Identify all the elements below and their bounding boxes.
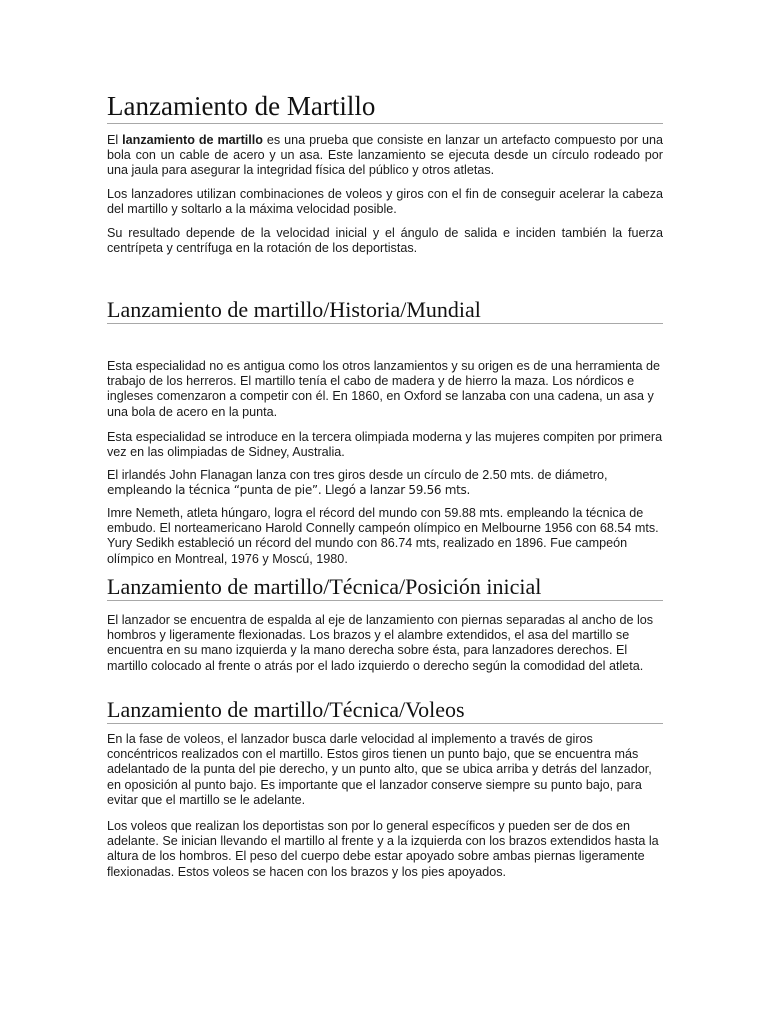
intro-paragraph-1 [107, 133, 663, 179]
section-heading-posicion: Lanzamiento de martillo/Técnica/Posición inicial [107, 574, 663, 601]
historia-paragraph-2: Esta especialidad se introduce en la tercera olimpiada moderna y las mujeres compiten por primera vez en las olimpiadas de Sidney, Australia. [107, 430, 663, 460]
intro-paragraph-2: Los lanzadores utilizan combinaciones de voleos y giros con el fin de conseguir acelerar la cabeza del martillo y soltarlo a la máxima velocidad posible. [107, 187, 663, 217]
section-heading-voleos: Lanzamiento de martillo/Técnica/Voleos [107, 697, 663, 724]
historia-p3-line2: empleando la técnica “punta de pie”. Llegó a lanzar 59.56 mts. [107, 483, 471, 498]
intro-paragraph-3: Su resultado depende de la velocidad inicial y el ángulo de salida e inciden también la fuerza centrípeta y centrífuga en la rotación de los deportistas. [107, 226, 663, 256]
historia-paragraph-4: Imre Nemeth, atleta húngaro, logra el récord del mundo con 59.88 mts. empleando la técnica de embudo. El norteamericano Harold Connelly campeón olímpico en Melbourne 1956 con 68.54 mts. Yury Sedikh estableció un récord del mundo con 86.74 mts, realizado en 1896. Fue campeón olímpico en Montreal, 1976 y Moscú, 1980. [107, 506, 659, 566]
historia-paragraph-1: Esta especialidad no es antigua como los otros lanzamientos y su origen es de una herramienta de trabajo de los herreros. El martillo tenía el cabo de madera y de hierro la maza. Los nórdicos e ingleses comenzaron a competir con él. En 1860, en Oxford se lanzaba con una cadena, un asa y una bola de acero en la punta. [107, 359, 661, 419]
intro-bold-term: lanzamiento de martillo [122, 133, 263, 147]
historia-paragraph-3 [107, 468, 663, 498]
voleos-paragraph-1: En la fase de voleos, el lanzador busca darle velocidad al implemento a través de giros concéntricos realizados con el martillo. Estos giros tienen un punto bajo, que se encuentra más adelantado de la punta del pie derecho, y un punto alto, que se ubica arriba y detrás del lanzador, en oposición al punto bajo. Es importante que el lanzador conserve siempre su punto bajo, para evitar que el martillo se le adelante. [107, 732, 652, 807]
page-title: Lanzamiento de Martillo [107, 91, 663, 124]
historia-p3-line1: El irlandés John Flanagan lanza con tres giros desde un círculo de 2.50 mts. de diámetro, [107, 468, 608, 482]
section-heading-historia: Lanzamiento de martillo/Historia/Mundial [107, 297, 663, 324]
voleos-paragraph-2: Los voleos que realizan los deportistas son por lo general específicos y pueden ser de dos en adelante. Se inician llevando el martillo al frente y a la izquierda con los brazos extendidos hasta la altura de los hombros. El peso del cuerpo debe estar apoyado sobre ambas piernas ligeramente flexionadas. Estos voleos se hacen con los brazos y los pies apoyados. [107, 819, 659, 879]
intro-text-post: es una prueba que consiste en lanzar un artefacto compuesto por una bola con un cable de acero y un asa. Este lanzamiento se ejecuta desde un círculo rodeado por una jaula para asegurar la integridad física del público y otros atletas. [107, 133, 663, 178]
posicion-paragraph-1: El lanzador se encuentra de espalda al eje de lanzamiento con piernas separadas al ancho de los hombros y ligeramente flexionadas. Los brazos y el alambre extendidos, el asa del martillo se encuentra en su mano izquierda y la mano derecha sobre ésta, para lanzadores derechos. El martillo colocado al frente o atrás por el lado izquierdo o derecho según la comodidad del atleta. [107, 613, 654, 673]
intro-text-pre: El [107, 133, 123, 147]
